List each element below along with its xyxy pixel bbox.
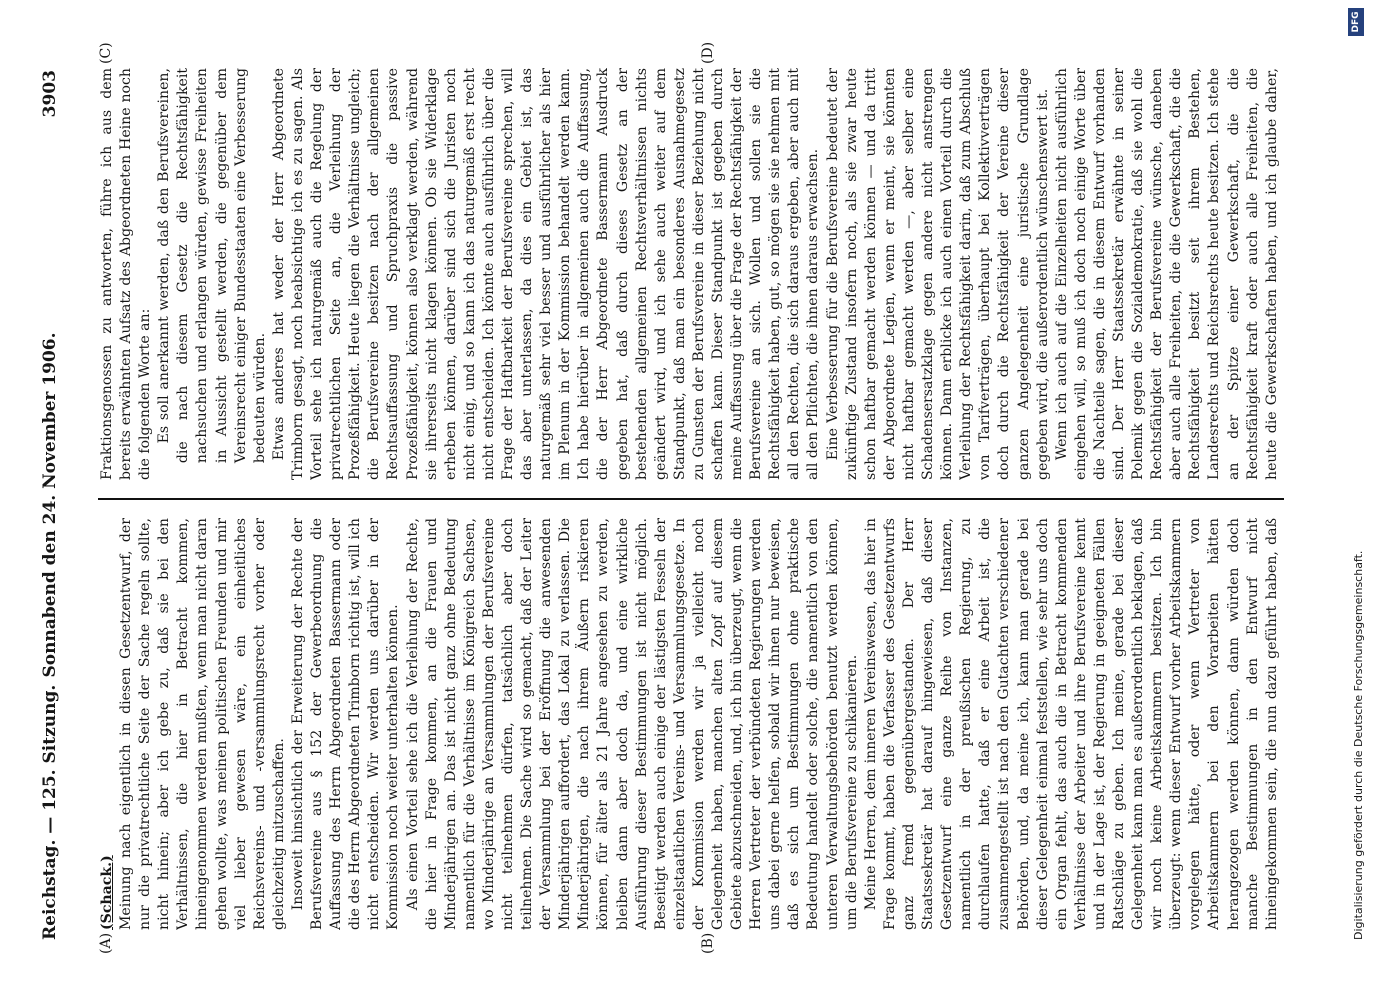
- header-left: Reichstag. — 125. Sitzung.: [40, 684, 60, 940]
- margin-marker-b: (B): [700, 932, 716, 954]
- margin-marker-c: (C): [98, 42, 114, 64]
- dfg-logo: DFG: [1348, 8, 1364, 36]
- margin-marker-d: (D): [700, 41, 716, 64]
- paragraph: Eine Verbesserung für die Berufsvereine bedeutet der zukünftige Zustand insofern noch, als sie zwar heute schon haftbar gemacht werden können — und da tritt der Abgeordnete Legien, wenn er meint, sie könnten nicht haftbar gemacht werden —, aber selber eine Schadensersatzklage gegen andere nicht anstrengen können. Dann erblicke ich auch einen Vorteil durch die Verleihung der Rechtsfähigkeit darin, daß zum Abschluß von Tarifverträgen, überhaupt bei Kollektivverträgen doch durch die Rechtsfähigkeit der Vereine dieser ganzen Angelegenheit eine juristische Grundlage gegeben wird, die außerordentlich wünschenswert ist.: [824, 68, 1051, 480]
- header-date: Sonnabend den 24. November 1906.: [40, 332, 60, 678]
- margin-marker-a: (A): [98, 932, 114, 954]
- paragraph: Etwas anderes hat weder der Herr Abgeordnete Trimborn gesagt, noch beabsichtige ich es zu sagen. Als Vorteil sehe ich naturgemäß auch die Regelung der privatrechtlichen Seite an, die Verleihung der Prozeßfähigkeit. Heute liegen die Verhältnisse ungleich; die Berufsvereine besitzen nach der allgemeinen Rechtsauffassung und Spruchpraxis die passive Prozeßfähigkeit, können also verklagt werden, während sie ihrerseits nicht klagen können. Ob sie Widerklage erheben können, darüber sind sich die Juristen noch nicht einig, und so kann ich das naturgemäß erst recht nicht entscheiden. Ich könnte auch ausführlich über die Frage der Haftbarkeit der Berufsvereine sprechen, will das aber unterlassen, da dies ein Gebiet ist, das naturgemäß sehr viel besser und ausführlicher als hier im Plenum in der Kommission behandelt werden kann. Ich habe hierüber in allgemeinen auch die Auffassung, die der Herr Abgeordnete Bassermann Ausdruck gegeben hat, daß durch dieses Gesetz an der bestehenden allgemeinen Rechtsverhältnissen nichts geändert wird, und ich sehe auch weiter auf dem Standpunkt, daß man ein besonderes Ausnahmegesetz zu Gunsten der Berufsvereine in dieser Beziehung nicht schaffen kann. Dieser Standpunkt ist gegeben durch meine Auffassung über die Frage der Rechtsfähigkeit der Berufsvereine an sich. Wollen und sollen sie die Rechtsfähigkeit haben, gut, so mögen sie sie nehmen mit all den Rechten, die sich daraus ergeben, aber auch mit all den Pflichten, die ihnen daraus erwachsen.: [270, 68, 822, 480]
- paragraph: Meine Herren, dem inneren Vereinswesen, das hier in Frage kommt, haben die Verfasser des Gesetzentwurfs ganz fremd gegenübergestanden. Der Herr Staatssekretär hat darauf hingewiesen, daß dieser Gesetzentwurf eine ganze Reihe von Instanzen, namentlich in der preußischen Regierung, zu durchlaufen hatte, daß er eine Arbeit ist, die zusammengestellt ist nach den Gutachten verschiedener Behörden, und, da meine ich, kann man gerade bei dieser Gelegenheit einmal feststellen, wie sehr uns doch ein Organ fehlt, das auch die in Betracht kommenden Verhältnisse der Arbeiter und ihre Berufsvereine kennt und in der Lage ist, der Regierung in geeigneten Fällen Ratschläge zu geben. Ich meine, gerade bei dieser Gelegenheit kann man es außerordentlich beklagen, daß wir noch keine Arbeitskammern besitzen. Ich bin überzeugt: wenn dieser Entwurf vorher Arbeitskammern vorgelegen hätte, oder wenn Vertreter von Arbeitskammern bei den Vorarbeiten hätten herangezogen werden können, dann würden doch manche Bestimmungen in den Entwurf nicht hineingekommen sein, die nun dazu geführt haben, daß: [862, 518, 1280, 930]
- page-number: 3903: [40, 70, 60, 118]
- paragraph: Meinung nach eigentlich in diesen Gesetzentwurf, der nur die privatrechtliche Seite der Sache regeln sollte, nicht hinein; aber ich gebe zu, daß sie bei den Verhältnissen, die hier in Betracht kommen, hineingenommen werden mußten, wenn man nicht daran gehen wollte, was meinen politischen Freunden und mir viel lieber gewesen wäre, ein einheitliches Reichsvereins- und -versammlungsrecht vorher oder gleichzeitig mitzuschaffen.: [118, 518, 287, 930]
- digitization-credit: Digitalisierung gefördert durch die Deutsche Forschungsgemeinschaft.: [1352, 550, 1365, 940]
- speaker-line: [98, 518, 117, 930]
- text-column-right: [98, 68, 1284, 480]
- column-divider: [98, 498, 1284, 500]
- paragraph: Wenn ich auch auf die Einzelheiten nicht ausführlich eingehen will, so muß ich doch noch einige Worte über die Nachteile sagen, die in diesem Entwurf vorhanden sind. Der Herr Staatssekretär erwähnte in seiner Polemik gegen die Sozialdemokratie, daß sie wohl die Rechtsfähigkeit der Berufsvereine wünsche, daneben aber auch alle Freiheiten, die die Gewerkschaft, die die Rechtsfähigkeit besitzt seit ihrem Bestehen, Landesrechts und Reichsrechts heute besitzen. Ich stehe an der Spitze einer Gewerkschaft, die die Rechtsfähigkeit kraft oder auch alle Freiheiten, die heute die Gewerkschaften haben, und ich glaube daher,: [1053, 68, 1280, 480]
- paragraph: Fraktionsgenossen zu antworten, führe ich aus dem bereits erwähnten Aufsatz des Abgeordneten Heine noch die folgenden Worte an:: [99, 68, 154, 480]
- page-header: [40, 70, 66, 940]
- text-column-left: [98, 518, 1284, 930]
- paragraph: Insoweit hinsichtlich der Erweiterung der Rechte der Berufsvereine aus § 152 der Gewerbeordnung die Auffassung des Herrn Abgeordneten Bassermann oder die des Herrn Abgeordneten Trimborn richtig ist, will ich nicht entscheiden. Wir werden uns darüber in der Kommission noch weiter unterhalten können.: [289, 518, 402, 930]
- speaker-tag: (Schack.): [99, 855, 115, 930]
- quoted-paragraph: Es soll anerkannt werden, daß den Berufsvereinen, die nach diesem Gesetz die Rechtsfähigkeit nachsuchen und erlangen würden, gewisse Freiheiten in Aussicht gestellt werden, die gegenüber dem Vereinsrecht einiger Bundesstaaten eine Verbesserung bedeuten würden.: [156, 68, 268, 464]
- paragraph: Als einen Vorteil sehe ich die Verleihung der Rechte, die hier in Frage kommen, an die Frauen und Minderjährigen an. Das ist nicht ganz ohne Bedeutung namentlich für die Verhältnisse im Königreich Sachsen, wo Minderjährige an Versammlungen der Berufsvereine nicht teilnehmen dürfen, tatsächlich aber doch teilnehmen. Die Sache wird so gemacht, daß der Leiter der Versammlung bei der Eröffnung die anwesenden Minderjährigen auffordert, das Lokal zu verlassen. Die Minderjährigen, die nach ihrem Äußern riskieren können, für älter als 21 Jahre angesehen zu werden, bleiben dann aber doch da, und eine wirkliche Ausführung dieser Bestimmungen ist nicht möglich. Beseitigt werden auch einige der lästigsten Fesseln der einzelstaatlichen Vereins- und Versammlungsgesetze. In der Kommission werden wir ja vielleicht noch Gelegenheit haben, manchen alten Zopf auf diesem Gebiete abzuschneiden, und, ich bin überzeugt, wenn die Herren Vertreter der verbündeten Regierungen werden uns dabei gerne helfen, sobald wir ihnen nur beweisen, daß es sich um Bestimmungen ohne praktische Bedeutung handelt oder solche, die namentlich von den unteren Verwaltungsbehörden benutzt werden können, um die Berufsvereine zu schikanieren.: [404, 518, 860, 930]
